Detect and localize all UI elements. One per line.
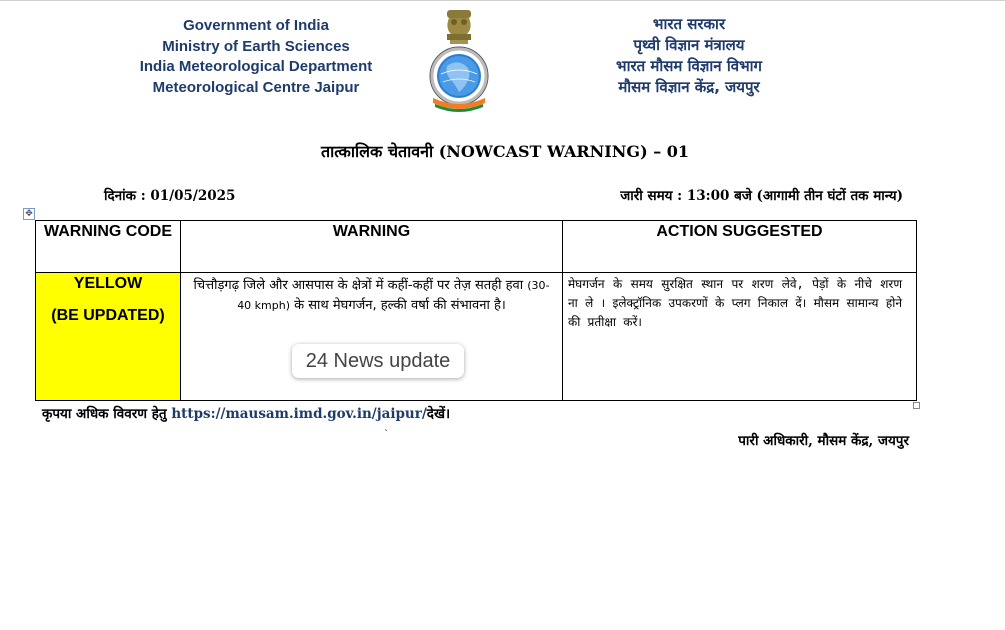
header-english-line: India Meteorological Department	[139, 58, 373, 75]
header-english-line: Government of India	[183, 17, 329, 34]
footer-url-link[interactable]: https://mausam.imd.gov.in/jaipur/	[171, 406, 427, 422]
wind-speed: (30-40 kmph)	[237, 279, 550, 312]
header-english	[120, 16, 392, 98]
footer-more-info	[42, 404, 450, 422]
header-hindi-line: पृथ्वी विज्ञान मंत्रालय	[633, 36, 745, 54]
header-english-line: Meteorological Centre Jaipur	[152, 78, 360, 96]
warning-text-cell	[181, 273, 563, 401]
header-warning-code: WARNING CODE	[36, 221, 181, 273]
table-row	[36, 273, 917, 401]
header-warning: WARNING	[181, 221, 563, 273]
issue-time-line: जारी समय : 13:00 बजे (आगामी तीन घंटों तक मान्य)	[620, 188, 903, 204]
imd-emblem-icon	[425, 8, 493, 114]
footer-suffix: देखें।	[426, 406, 451, 422]
signature: पारी अधिकारी, मौसम केंद्र, जयपुर	[738, 433, 909, 449]
warning-code-note: (BE UPDATED)	[51, 307, 165, 324]
page-title: तात्कालिक चेतावनी (NOWCAST WARNING) – 01	[320, 142, 690, 161]
date-line: दिनांक : 01/05/2025	[104, 188, 236, 204]
top-border	[0, 0, 1005, 1]
watermark-badge: 24 News update	[292, 344, 464, 378]
table-resize-handle[interactable]	[913, 402, 920, 409]
table-header-row	[36, 221, 917, 273]
action-text: मेघगर्जन के समय सुरक्षित स्थान पर शरण लेवे, पेड़ों के नीचे शरण ना ले । इलेक्ट्रॉनिक उपकरणों के प्लग निकाल दें। मौसम सामान्य होने की प्रतीक्षा करें।	[568, 277, 902, 329]
header-hindi-line: मौसम विज्ञान केंद्र, जयपुर	[618, 78, 760, 96]
header-hindi	[585, 14, 793, 98]
action-suggested-cell	[563, 273, 917, 401]
footer-prefix: कृपया अधिक विवरण हेतु	[42, 406, 167, 422]
stray-mark: `	[384, 429, 389, 440]
warning-text-cont: के साथ मेघगर्जन, हल्की वर्षा की संभावना है।	[294, 298, 506, 313]
header-action-suggested: ACTION SUGGESTED	[563, 221, 917, 273]
warning-code-cell	[36, 273, 181, 401]
header-hindi-line: भारत सरकार	[652, 15, 726, 33]
warning-text: चित्तौड़गढ़ जिले और आसपास के क्षेत्रों में कहीं-कहीं पर तेज़ सतही हवा	[193, 278, 524, 293]
header-english-line: Ministry of Earth Sciences	[162, 37, 350, 55]
header-hindi-line: भारत मौसम विज्ञान विभाग	[616, 57, 762, 75]
warning-code-level: YELLOW	[73, 275, 143, 292]
warning-table	[35, 220, 917, 401]
table-move-handle-icon[interactable]: ✥	[23, 208, 35, 220]
